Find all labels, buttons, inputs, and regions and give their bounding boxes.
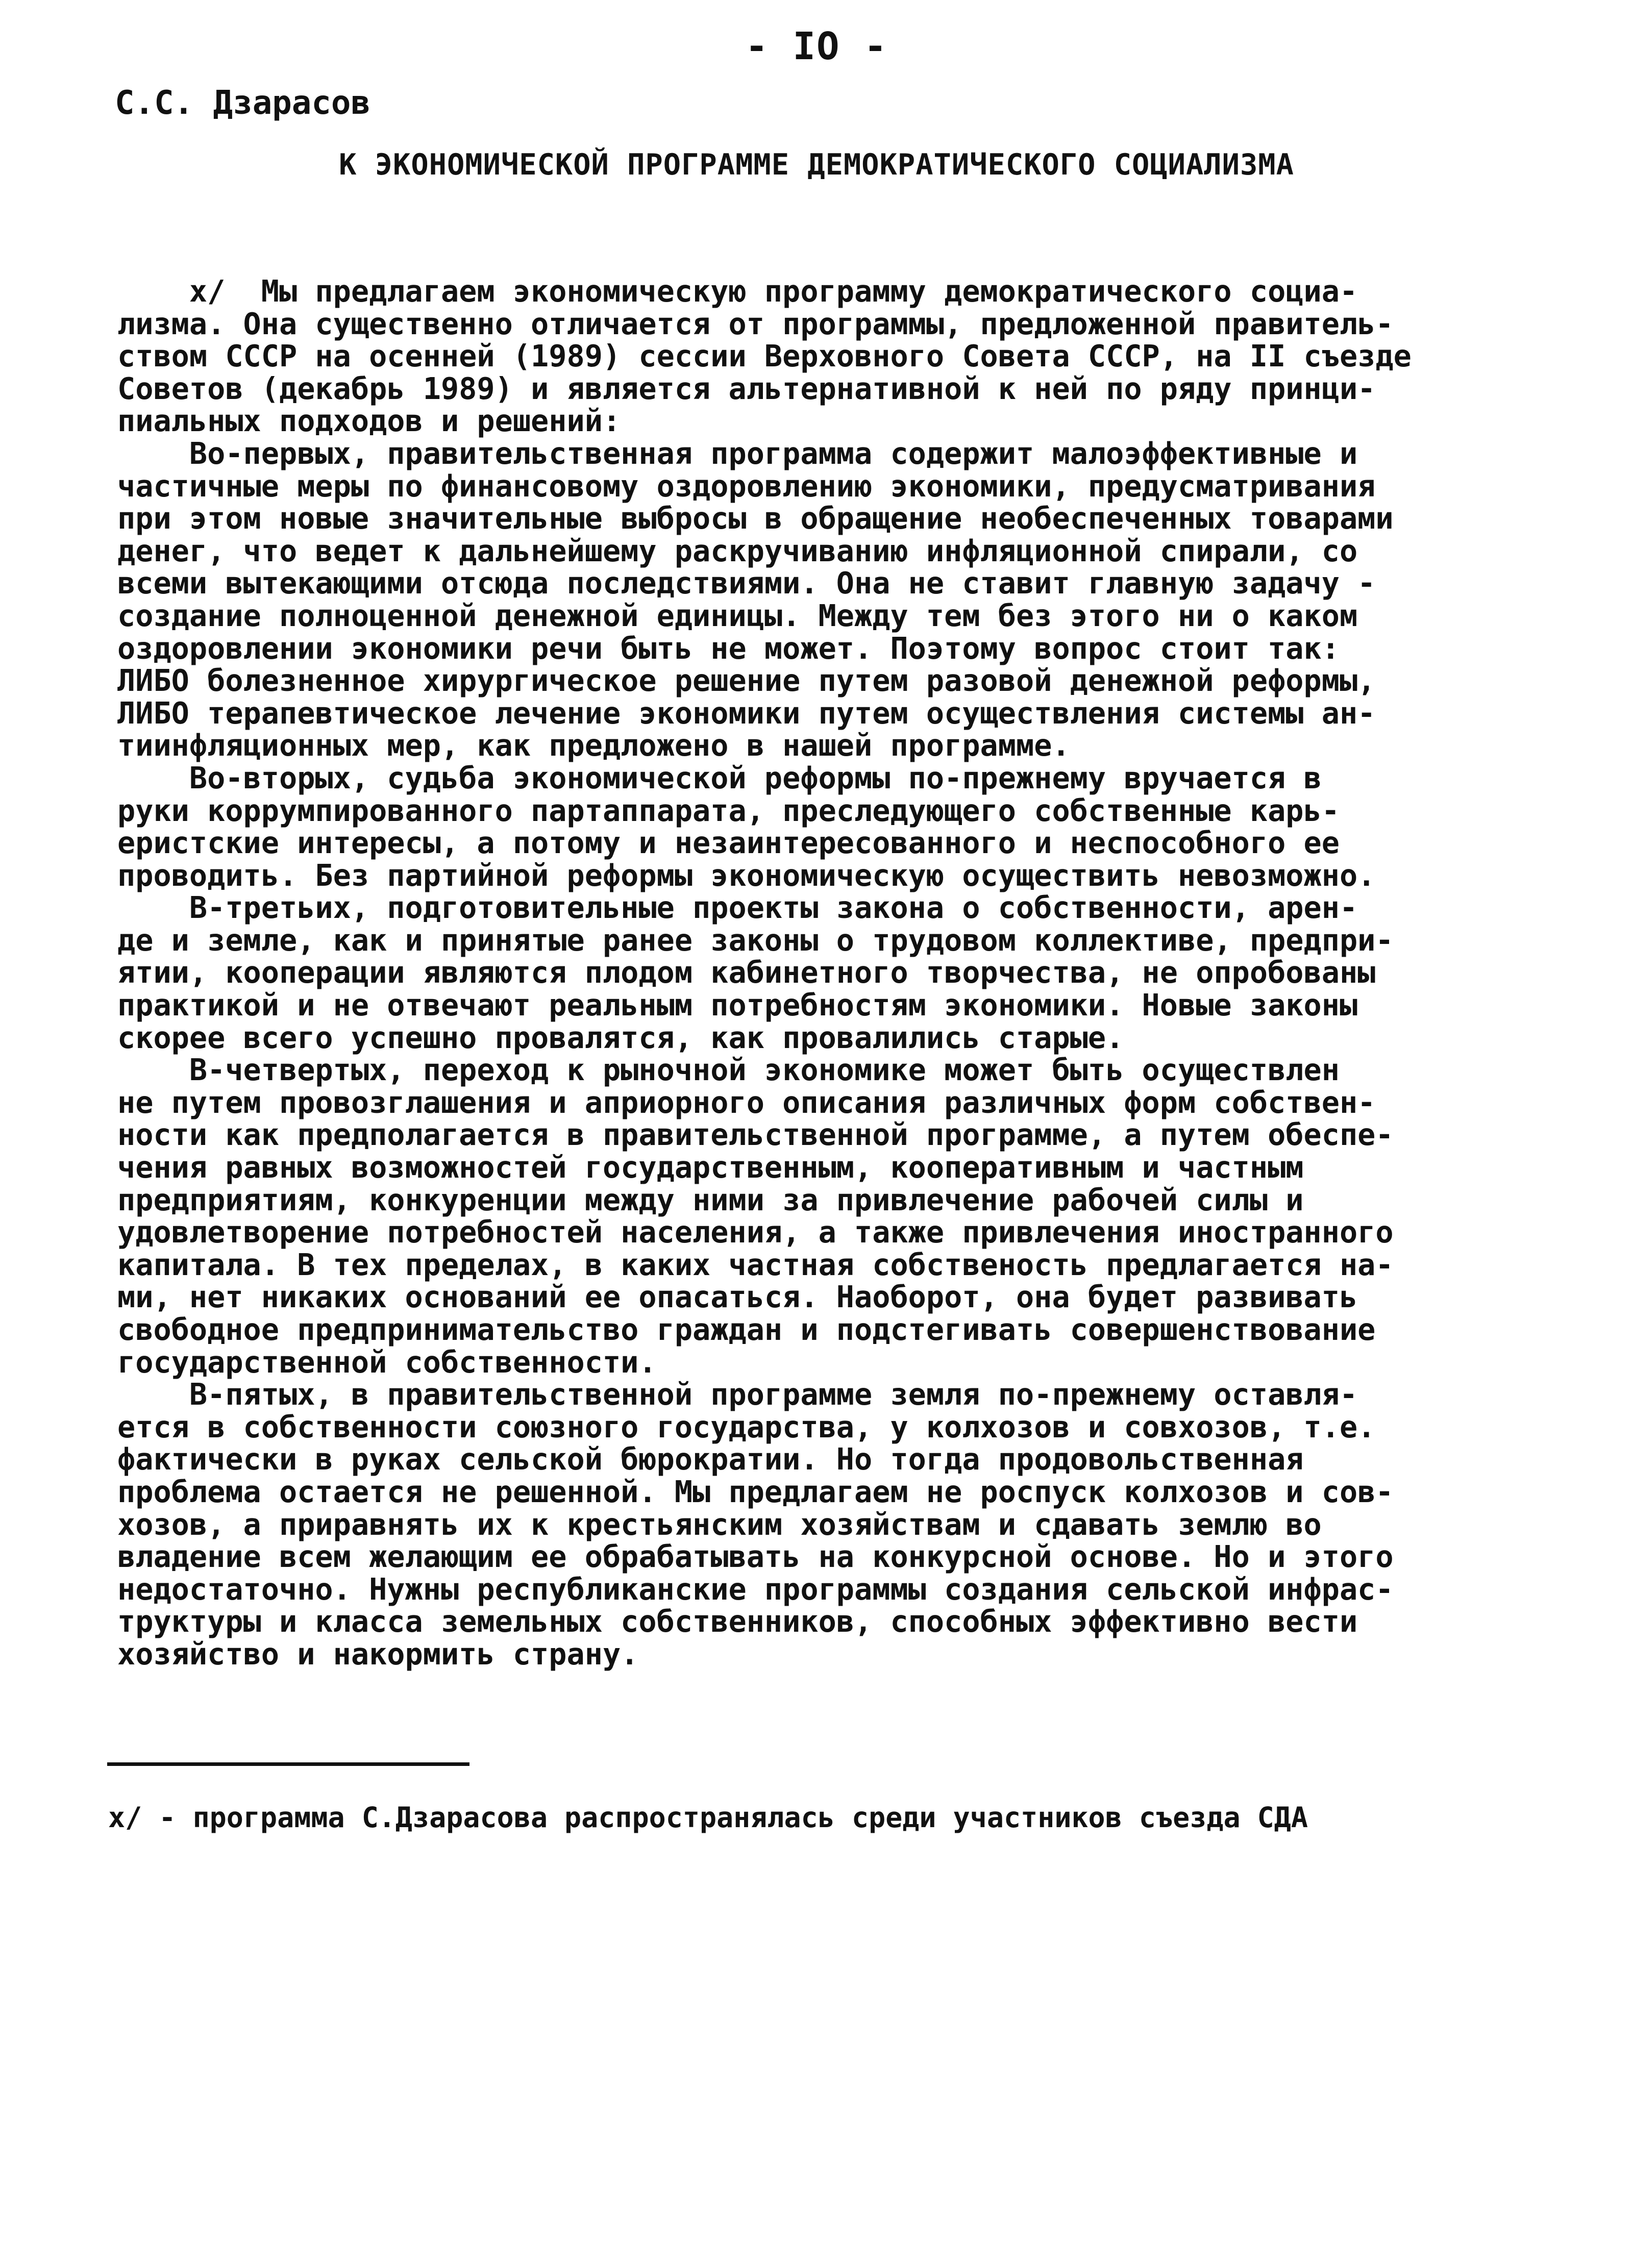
text-line: тиинфляционных мер, как предложено в нашей программе. (117, 728, 1070, 763)
text-line: В-третьих, подготовительные проекты закона о собственности, арен- (117, 890, 1358, 926)
text-line: еристские интересы, а потому и незаинтересованного и неспособного ее (117, 826, 1340, 861)
text-line: ятии, кооперации являются плодом кабинетного творчества, не опробованы (117, 955, 1376, 990)
text-line: свободное предпринимательство граждан и подстегивать совершенствование (117, 1312, 1376, 1347)
text-line: х/ Мы предлагаем экономическую программу демократического социа- (117, 274, 1358, 309)
text-line: Советов (декабрь 1989) и является альтернативной к ней по ряду принци- (117, 371, 1376, 406)
text-line: труктуры и класса земельных собственников, способных эффективно вести (117, 1604, 1358, 1639)
text-line: всеми вытекающими отсюда последствиями. Она не ставит главную задачу - (117, 566, 1376, 601)
text-line: проблема остается не решенной. Мы предлагаем не роспуск колхозов и сов- (117, 1474, 1394, 1509)
text-line: владение всем желающим ее обрабатывать на конкурсной основе. Но и этого (117, 1539, 1394, 1575)
text-line: пиальных подходов и решений: (117, 404, 621, 439)
text-line: не путем провозглашения и априорного описания различных форм собствен- (117, 1085, 1376, 1120)
text-line: В-пятых, в правительственной программе земля по-прежнему оставля- (117, 1377, 1358, 1412)
text-line: государственной собственности. (117, 1344, 657, 1380)
footnote-rule (107, 1762, 469, 1766)
text-line: де и земле, как и принятые ранее законы о трудовом коллективе, предпри- (117, 923, 1394, 958)
text-line: хозяйство и накормить страну. (117, 1636, 639, 1672)
text-line: скорее всего успешно провалятся, как провалились старые. (117, 1020, 1124, 1055)
text-line: ется в собственности союзного государства, у колхозов и совхозов, т.е. (117, 1409, 1376, 1444)
author-name: С.С. Дзарасов (115, 84, 370, 122)
text-line: ЛИБО терапевтическое лечение экономики путем осуществления системы ан- (117, 695, 1376, 731)
text-line: предприятиям, конкуренции между ними за привлечение рабочей силы и (117, 1182, 1304, 1217)
text-line: ми, нет никаких оснований ее опасаться. Наоборот, она будет развивать (117, 1280, 1358, 1315)
text-line: недостаточно. Нужны республиканские программы создания сельской инфрас- (117, 1572, 1394, 1607)
text-line: оздоровлении экономики речи быть не может. Поэтому вопрос стоит так: (117, 631, 1340, 666)
text-line: при этом новые значительные выбросы в обращение необеспеченных товарами (117, 501, 1394, 536)
text-line: капитала. В тех пределах, в каких частная собственость предлагается на- (117, 1247, 1394, 1282)
text-line: ЛИБО болезненное хирургическое решение путем разовой денежной реформы, (117, 663, 1376, 699)
text-line: создание полноценной денежной единицы. Между тем без этого ни о каком (117, 598, 1358, 633)
text-line: частичные меры по финансовому оздоровлению экономики, предусматривания (117, 468, 1376, 504)
text-line: ством СССР на осенней (1989) сессии Верховного Совета СССР, на II съезде (117, 339, 1412, 374)
text-line: руки коррумпированного партаппарата, преследующего собственные карь- (117, 793, 1340, 828)
text-line: хозов, а приравнять их к крестьянским хозяйствам и сдавать землю во (117, 1507, 1322, 1542)
body-text (117, 276, 1526, 1671)
text-line: В-четвертых, переход к рыночной экономике может быть осуществлен (117, 1053, 1340, 1088)
text-line: чения равных возможностей государственным, кооперативным и частным (117, 1150, 1304, 1185)
page-number: - IO - (745, 24, 888, 68)
text-line: удовлетворение потребностей населения, а также привлечения иностранного (117, 1215, 1394, 1250)
text-line: проводить. Без партийной реформы экономическую осуществить невозможно. (117, 858, 1376, 893)
text-line: ности как предполагается в правительственной программе, а путем обеспе- (117, 1117, 1394, 1153)
text-line: лизма. Она существенно отличается от программы, предложенной правитель- (117, 306, 1394, 341)
document-title: К ЭКОНОМИЧЕСКОЙ ПРОГРАММЕ ДЕМОКРАТИЧЕСКОГО СОЦИАЛИЗМА (339, 148, 1294, 182)
text-line: Во-вторых, судьба экономической реформы по-прежнему вручается в (117, 760, 1322, 795)
footnote: х/ - программа С.Дзарасова распространялась среди участников съезда СДА (108, 1801, 1308, 1834)
text-line: фактически в руках сельской бюрократии. Но тогда продовольственная (117, 1442, 1304, 1477)
text-line: денег, что ведет к дальнейшему раскручиванию инфляционной спирали, со (117, 533, 1358, 568)
text-line: практикой и не отвечают реальным потребностям экономики. Новые законы (117, 988, 1358, 1023)
text-line: Во-первых, правительственная программа содержит малоэффективные и (117, 436, 1358, 471)
